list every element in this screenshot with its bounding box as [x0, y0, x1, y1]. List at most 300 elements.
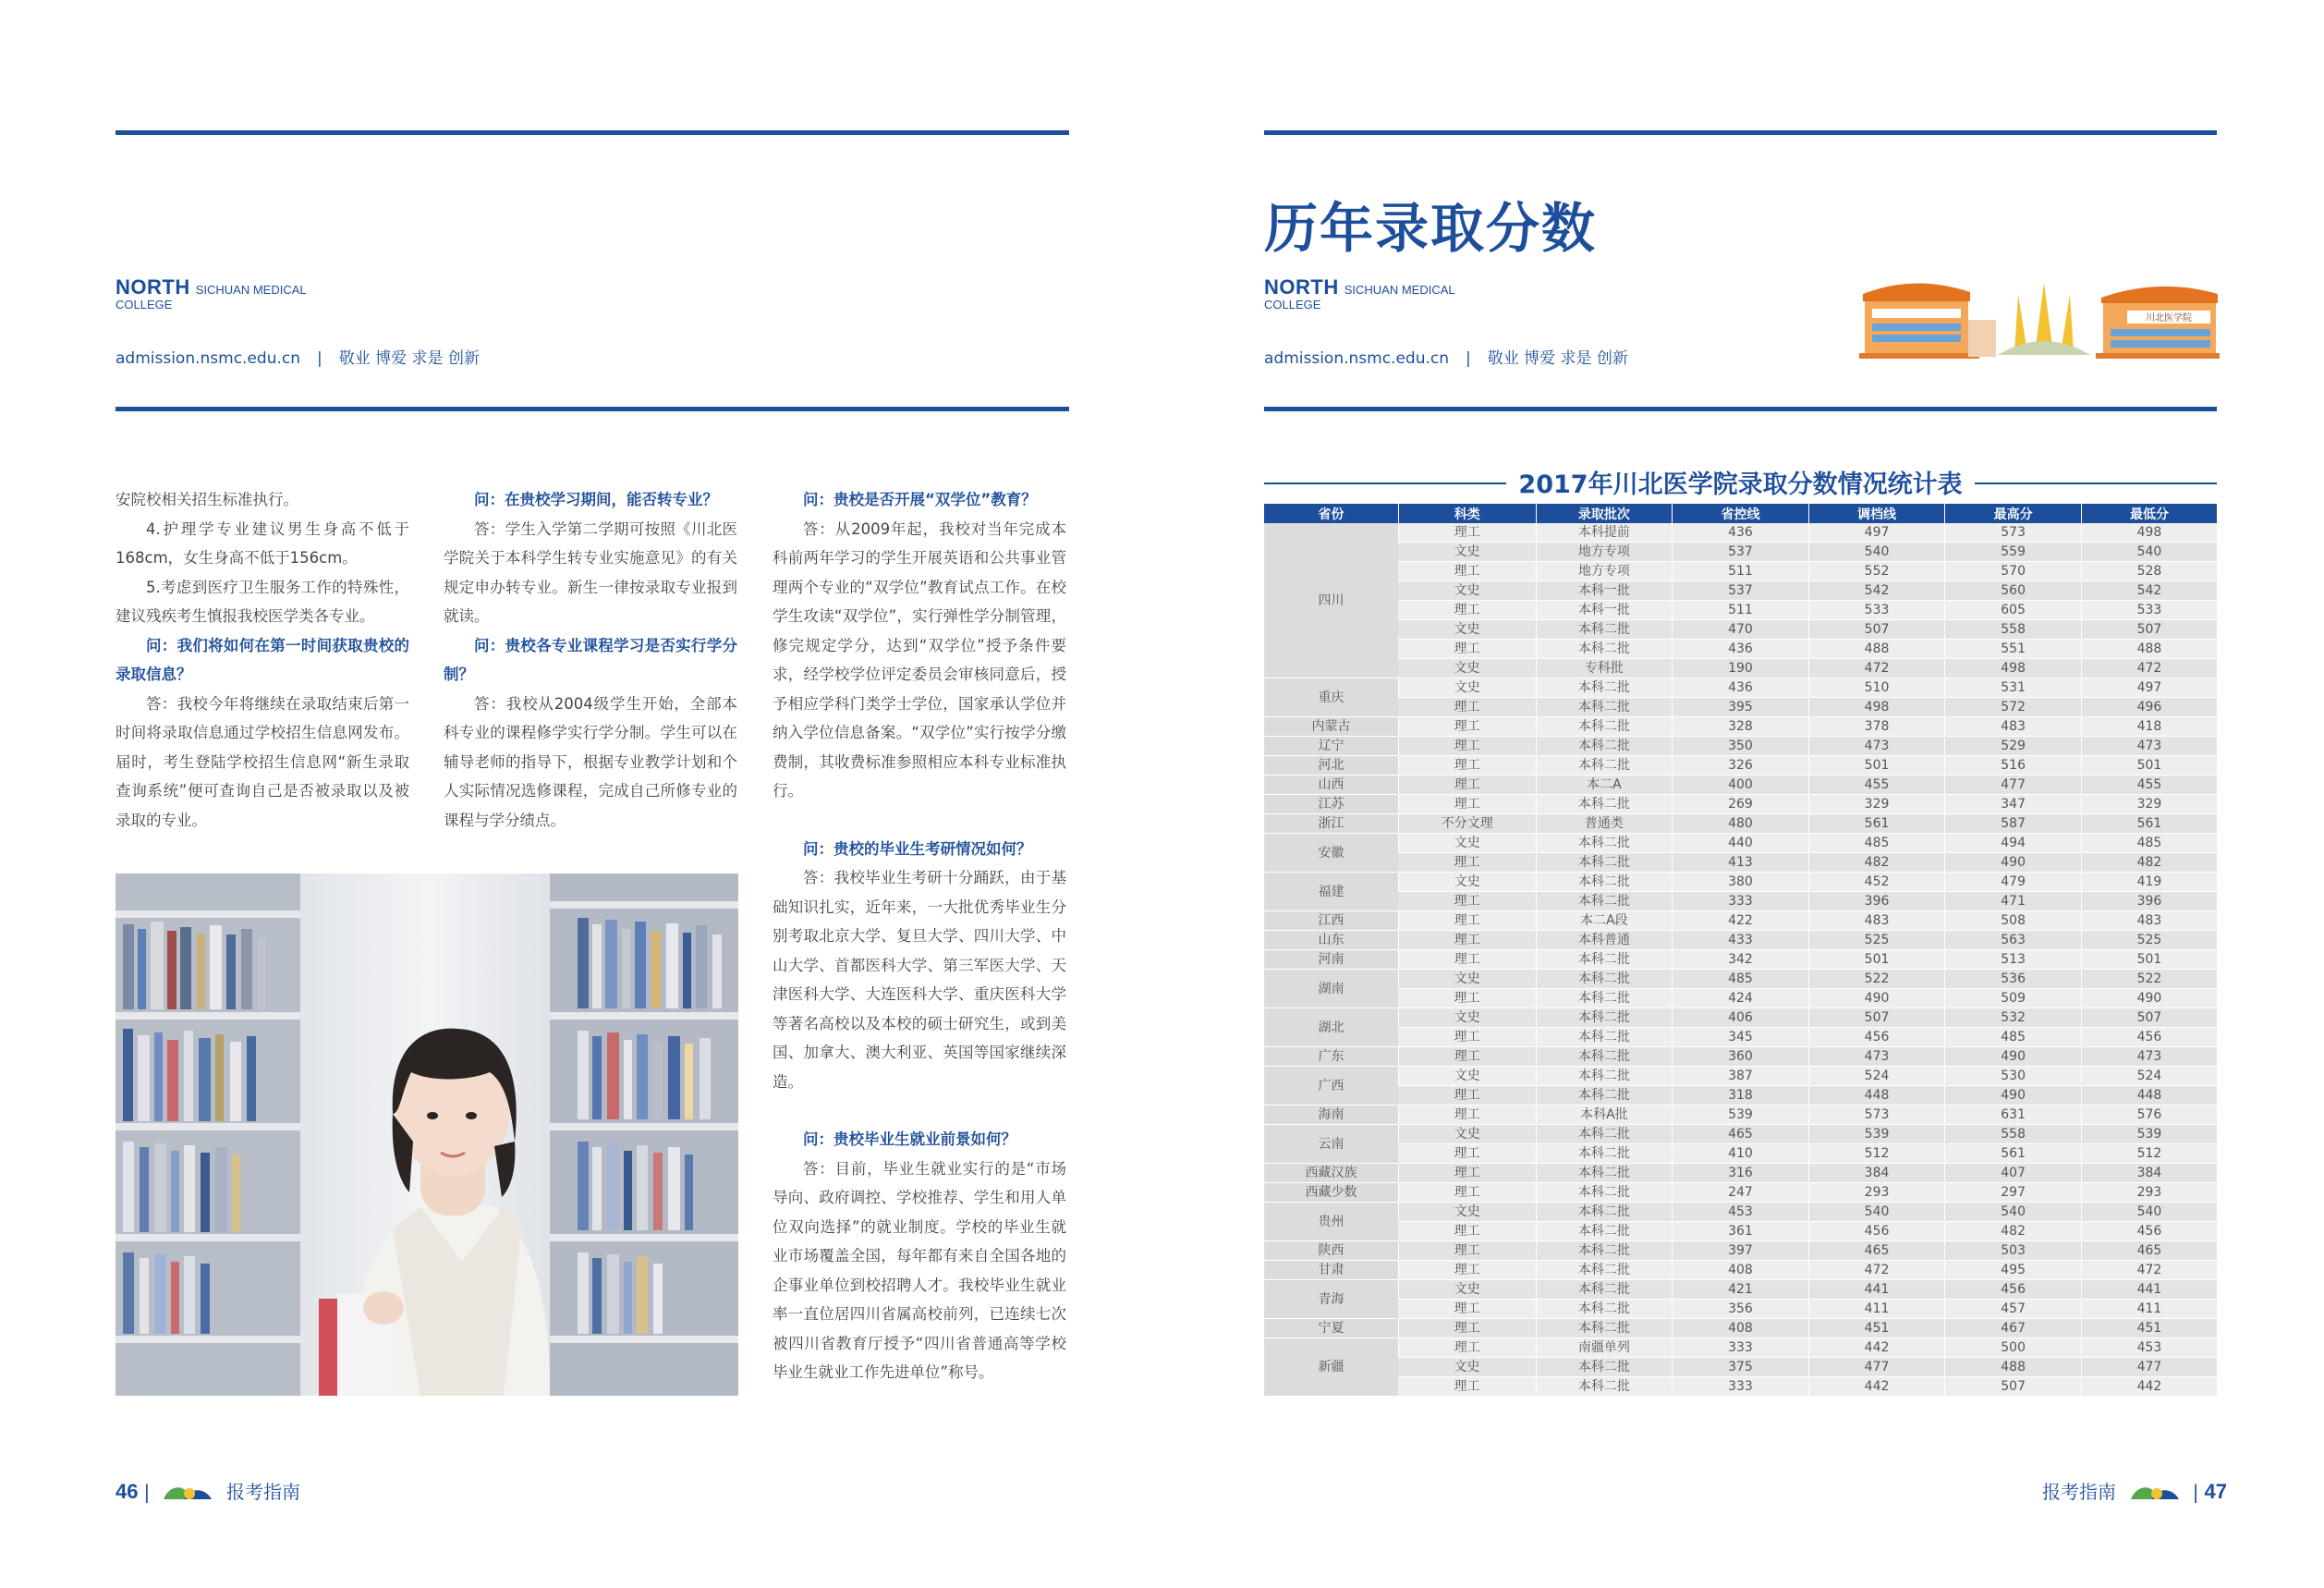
table-cell: 507: [1945, 1377, 2082, 1397]
province-cell: 湖南: [1264, 970, 1398, 1008]
table-cell: 559: [1945, 543, 2082, 562]
table-cell: 395: [1673, 698, 1809, 717]
table-cell: 576: [2081, 1105, 2217, 1125]
table-cell: 本科二批: [1536, 970, 1673, 989]
right-footer: 报考指南 | 47: [2042, 1480, 2227, 1503]
province-cell: 甘肃: [1264, 1261, 1398, 1280]
table-cell: 理工: [1398, 1086, 1536, 1105]
logo-college: COLLEGE: [116, 298, 173, 311]
table-header-row: [1264, 504, 2217, 523]
table-row: [1264, 678, 2217, 698]
table-cell: 本科二批: [1536, 1028, 1673, 1047]
province-cell: 贵州: [1264, 1203, 1398, 1241]
table-cell: 普通类: [1536, 814, 1673, 834]
table-cell: 465: [2081, 1241, 2217, 1261]
table-cell: 539: [1673, 1105, 1809, 1125]
table-cell: 488: [2081, 640, 2217, 659]
page-number: 47: [2204, 1480, 2227, 1503]
table-cell: 316: [1673, 1164, 1809, 1183]
table-cell: 408: [1673, 1319, 1809, 1338]
table-cell: 507: [2081, 1008, 2217, 1028]
building-illustration-icon: [1859, 275, 2220, 360]
province-cell: 宁夏: [1264, 1319, 1398, 1338]
province-cell: 河南: [1264, 950, 1398, 970]
table-row: [1264, 737, 2217, 756]
table-cell: 理工: [1398, 795, 1536, 814]
table-cell: 441: [1808, 1280, 1945, 1300]
table-cell: 479: [1945, 873, 2082, 892]
table-cell: 558: [1945, 620, 2082, 640]
table-row: [1264, 814, 2217, 834]
motto: 敬业 博爱 求是 创新: [338, 349, 480, 368]
table-cell: 本科二批: [1536, 1358, 1673, 1377]
table-cell: 472: [2081, 659, 2217, 678]
table-title: 2017年川北医学院录取分数情况统计表: [1518, 470, 1963, 499]
answer-paragraph: 安院校相关招生标准执行。: [116, 491, 298, 508]
answer-paragraph: 答：学生入学第二学期可按照《川北医学院关于本科学生转专业实施意见》的有关规定申办转专业。新生一律按录取专业报到就读。: [444, 519, 737, 625]
table-cell: 文史: [1398, 1358, 1536, 1377]
table-cell: 文史: [1398, 678, 1536, 698]
table-row: [1264, 1008, 2217, 1028]
table-cell: 333: [1673, 1338, 1809, 1358]
column-header: 最低分: [2081, 504, 2217, 523]
table-cell: 理工: [1398, 931, 1536, 950]
table-cell: 本科二批: [1536, 756, 1673, 776]
province-cell: 广西: [1264, 1067, 1398, 1105]
table-cell: 501: [1808, 950, 1945, 970]
table-cell: 文史: [1398, 1067, 1536, 1086]
table-row: [1264, 698, 2217, 717]
table-cell: 地方专项: [1536, 562, 1673, 581]
table-row: [1264, 562, 2217, 581]
site-url[interactable]: admission.nsmc.edu.cn: [116, 349, 300, 368]
table-cell: 356: [1673, 1300, 1809, 1319]
table-cell: 540: [1808, 543, 1945, 562]
table-cell: 539: [1808, 1125, 1945, 1144]
table-cell: 507: [1808, 620, 1945, 640]
province-cell: 山东: [1264, 931, 1398, 950]
table-cell: 理工: [1398, 1241, 1536, 1261]
left-bottom-rule: [116, 407, 1069, 411]
table-cell: 558: [1945, 1125, 2082, 1144]
table-cell: 387: [1673, 1067, 1809, 1086]
table-cell: 540: [2081, 543, 2217, 562]
footer-label: 报考指南: [225, 1481, 300, 1503]
table-cell: 理工: [1398, 989, 1536, 1008]
table-cell: 本科普通: [1536, 931, 1673, 950]
table-cell: 471: [1945, 892, 2082, 911]
library-photo-illustration: [116, 873, 738, 1396]
table-row: [1264, 1086, 2217, 1105]
table-cell: 483: [1945, 717, 2082, 737]
question-heading: 问：贵校毕业生就业前景如何？: [803, 1130, 1016, 1148]
table-cell: 理工: [1398, 1338, 1536, 1358]
library-student-photo: [116, 873, 738, 1396]
left-footer: 46 | 报考指南: [116, 1480, 300, 1503]
table-cell: 文史: [1398, 1203, 1536, 1222]
table-cell: 文史: [1398, 543, 1536, 562]
answer-paragraph: 5.考虑到医疗卫生服务工作的特殊性，建议残疾考生慎报我校医学类各专业。: [116, 578, 409, 625]
question-heading: 问：贵校的毕业生考研情况如何？: [803, 839, 1032, 858]
table-cell: 410: [1673, 1144, 1809, 1164]
right-bottom-rule: [1264, 407, 2217, 411]
table-cell: 473: [1808, 737, 1945, 756]
table-cell: 本科二批: [1536, 1144, 1673, 1164]
table-cell: 542: [1808, 581, 1945, 601]
table-cell: 269: [1673, 795, 1809, 814]
table-cell: 511: [1673, 601, 1809, 620]
table-cell: 本科二批: [1536, 717, 1673, 737]
table-cell: 513: [1945, 950, 2082, 970]
table-cell: 482: [2081, 853, 2217, 873]
table-cell: 384: [2081, 1164, 2217, 1183]
table-cell: 422: [1673, 911, 1809, 931]
table-cell: 433: [1673, 931, 1809, 950]
table-cell: 512: [1808, 1144, 1945, 1164]
table-cell: 理工: [1398, 892, 1536, 911]
table-cell: 561: [1945, 1144, 2082, 1164]
answer-paragraph: 答：从2009年起，我校对当年完成本科前两年学习的学生开展英语和公共事业管理两个专业的“双学位”教育试点工作。在校学生攻读“双学位”，实行弹性学分制管理，修完规定学分，达到“双学位”授予条件要求，经学校学位评定委员会审核同意后，授予相应学科门类学士学位，国家承认学位并纳入学位信息备案。“双学位”实行按学分缴费制，其收费标准参照相应本科专业标准执行。: [773, 519, 1066, 800]
table-row: [1264, 1105, 2217, 1125]
table-cell: 本科二批: [1536, 1241, 1673, 1261]
table-cell: 496: [2081, 698, 2217, 717]
table-cell: 507: [1808, 1008, 1945, 1028]
table-row: [1264, 853, 2217, 873]
table-cell: 483: [1808, 911, 1945, 931]
table-cell: 理工: [1398, 1222, 1536, 1241]
table-cell: 497: [2081, 678, 2217, 698]
table-cell: 436: [1673, 640, 1809, 659]
table-cell: 440: [1673, 834, 1809, 853]
province-cell: 新疆: [1264, 1338, 1398, 1397]
table-cell: 本二A段: [1536, 911, 1673, 931]
table-cell: 490: [1808, 989, 1945, 1008]
table-cell: 533: [1808, 601, 1945, 620]
table-row: [1264, 1377, 2217, 1397]
table-cell: 本科二批: [1536, 989, 1673, 1008]
table-cell: 本科二批: [1536, 698, 1673, 717]
table-cell: 本科二批: [1536, 620, 1673, 640]
province-cell: 江苏: [1264, 795, 1398, 814]
table-cell: 本科二批: [1536, 1319, 1673, 1338]
province-cell: 河北: [1264, 756, 1398, 776]
table-cell: 480: [1673, 814, 1809, 834]
table-row: [1264, 1067, 2217, 1086]
question-heading: 问：贵校各专业课程学习是否实行学分制？: [444, 636, 737, 683]
logo-north: NORTH: [116, 275, 190, 299]
leaf-logo-icon: [162, 1481, 213, 1501]
text-column-1: [116, 485, 409, 835]
table-cell: 540: [1808, 1203, 1945, 1222]
table-cell: 理工: [1398, 1261, 1536, 1280]
table-row: [1264, 1261, 2217, 1280]
table-cell: 503: [1945, 1241, 2082, 1261]
province-cell: 西藏汉族: [1264, 1164, 1398, 1183]
table-cell: 552: [1808, 562, 1945, 581]
table-cell: 329: [2081, 795, 2217, 814]
table-cell: 408: [1673, 1261, 1809, 1280]
question-heading: 问：贵校是否开展“双学位”教育？: [803, 491, 1037, 508]
table-cell: 516: [1945, 756, 2082, 776]
table-cell: 587: [1945, 814, 2082, 834]
table-cell: 472: [2081, 1261, 2217, 1280]
table-cell: 465: [1673, 1125, 1809, 1144]
table-cell: 495: [1945, 1261, 2082, 1280]
table-cell: 本科二批: [1536, 873, 1673, 892]
table-row: [1264, 1183, 2217, 1203]
table-cell: 293: [2081, 1183, 2217, 1203]
table-cell: 524: [2081, 1067, 2217, 1086]
table-cell: 406: [1673, 1008, 1809, 1028]
table-title-bar: [1264, 464, 2217, 501]
table-cell: 397: [1673, 1241, 1809, 1261]
table-cell: 530: [1945, 1067, 2082, 1086]
table-cell: 347: [1945, 795, 2082, 814]
table-cell: 542: [2081, 581, 2217, 601]
table-cell: 326: [1673, 756, 1809, 776]
column-header: 省份: [1264, 504, 1398, 523]
table-row: [1264, 523, 2217, 543]
table-row: [1264, 1280, 2217, 1300]
table-row: [1264, 640, 2217, 659]
table-cell: 490: [2081, 989, 2217, 1008]
table-cell: 293: [1808, 1183, 1945, 1203]
table-cell: 384: [1808, 1164, 1945, 1183]
table-cell: 文史: [1398, 970, 1536, 989]
table-cell: 573: [1808, 1105, 1945, 1125]
table-row: [1264, 620, 2217, 640]
table-cell: 190: [1673, 659, 1809, 678]
table-cell: 511: [1673, 562, 1809, 581]
table-cell: 436: [1673, 678, 1809, 698]
table-cell: 理工: [1398, 523, 1536, 543]
paragraph-gap: [773, 806, 1066, 835]
province-cell: 湖北: [1264, 1008, 1398, 1047]
table-cell: 490: [1945, 1047, 2082, 1067]
table-cell: 理工: [1398, 950, 1536, 970]
text-column-3: [773, 485, 1066, 1387]
table-cell: 540: [1945, 1203, 2082, 1222]
table-cell: 472: [1808, 1261, 1945, 1280]
table-cell: 539: [2081, 1125, 2217, 1144]
table-cell: 329: [1808, 795, 1945, 814]
table-row: [1264, 659, 2217, 678]
table-cell: 453: [1673, 1203, 1809, 1222]
table-cell: 400: [1673, 776, 1809, 795]
table-cell: 473: [2081, 1047, 2217, 1067]
province-cell: 安徽: [1264, 834, 1398, 873]
table-cell: 本科二批: [1536, 1047, 1673, 1067]
table-cell: 342: [1673, 950, 1809, 970]
page-title: 历年录取分数: [1264, 197, 1598, 260]
table-cell: 442: [2081, 1377, 2217, 1397]
table-cell: 465: [1808, 1241, 1945, 1261]
table-cell: 本科二批: [1536, 1164, 1673, 1183]
table-cell: 531: [1945, 678, 2082, 698]
table-cell: 理工: [1398, 640, 1536, 659]
title-line-right: [1975, 483, 2217, 484]
table-cell: 485: [1945, 1028, 2082, 1047]
table-cell: 360: [1673, 1047, 1809, 1067]
table-cell: 本科A批: [1536, 1105, 1673, 1125]
table-cell: 南疆单列: [1536, 1338, 1673, 1358]
table-row: [1264, 1047, 2217, 1067]
table-row: [1264, 756, 2217, 776]
table-cell: 563: [1945, 931, 2082, 950]
table-cell: 500: [1945, 1338, 2082, 1358]
table-cell: 490: [1945, 1086, 2082, 1105]
paragraph-gap: [773, 1096, 1066, 1125]
table-cell: 442: [1808, 1377, 1945, 1397]
table-row: [1264, 1300, 2217, 1319]
table-cell: 本科二批: [1536, 1008, 1673, 1028]
table-cell: 本科二批: [1536, 853, 1673, 873]
answer-paragraph: 4.护理学专业建议男生身高不低于168cm，女生身高不低于156cm。: [116, 519, 409, 567]
table-cell: 247: [1673, 1183, 1809, 1203]
admission-score-table: [1264, 504, 2217, 1397]
province-cell: 山西: [1264, 776, 1398, 795]
table-cell: 456: [1808, 1222, 1945, 1241]
table-cell: 地方专项: [1536, 543, 1673, 562]
table-cell: 297: [1945, 1183, 2082, 1203]
table-cell: 560: [1945, 581, 2082, 601]
table-cell: 本科二批: [1536, 1203, 1673, 1222]
table-cell: 专科批: [1536, 659, 1673, 678]
table-cell: 378: [1808, 717, 1945, 737]
table-cell: 448: [1808, 1086, 1945, 1105]
table-cell: 540: [2081, 1203, 2217, 1222]
table-row: [1264, 1203, 2217, 1222]
table-cell: 318: [1673, 1086, 1809, 1105]
table-cell: 631: [1945, 1105, 2082, 1125]
table-cell: 361: [1673, 1222, 1809, 1241]
table-cell: 533: [2081, 601, 2217, 620]
table-cell: 380: [1673, 873, 1809, 892]
table-cell: 512: [2081, 1144, 2217, 1164]
table-cell: 501: [2081, 950, 2217, 970]
table-cell: 333: [1673, 892, 1809, 911]
table-cell: 472: [1808, 659, 1945, 678]
column-header: 调档线: [1808, 504, 1945, 523]
table-cell: 407: [1945, 1164, 2082, 1183]
table-cell: 498: [1945, 659, 2082, 678]
table-cell: 本科二批: [1536, 1222, 1673, 1241]
right-college-logo: [1264, 275, 1455, 311]
table-row: [1264, 1164, 2217, 1183]
table-cell: 理工: [1398, 698, 1536, 717]
province-cell: 云南: [1264, 1125, 1398, 1164]
table-cell: 文史: [1398, 1008, 1536, 1028]
table-cell: 理工: [1398, 601, 1536, 620]
table-cell: 490: [1945, 853, 2082, 873]
table-cell: 本科二批: [1536, 737, 1673, 756]
province-cell: 江西: [1264, 911, 1398, 931]
answer-paragraph: 答：我校今年将继续在录取结束后第一时间将录取信息通过学校招生信息网发布。届时，考生登陆学校招生信息网“新生录取查询系统”便可查询自己是否被录取以及被录取的专业。: [116, 694, 409, 829]
table-cell: 理工: [1398, 1047, 1536, 1067]
table-cell: 文史: [1398, 620, 1536, 640]
table-cell: 510: [1808, 678, 1945, 698]
site-url[interactable]: admission.nsmc.edu.cn: [1264, 349, 1449, 368]
table-cell: 572: [1945, 698, 2082, 717]
table-row: [1264, 1338, 2217, 1358]
table-cell: 理工: [1398, 1164, 1536, 1183]
right-top-rule: [1264, 130, 2217, 135]
table-row: [1264, 950, 2217, 970]
motto: 敬业 博爱 求是 创新: [1487, 349, 1628, 368]
logo-sichuan-medical: SICHUAN MEDICAL: [195, 283, 307, 297]
table-cell: 理工: [1398, 737, 1536, 756]
table-cell: 396: [1808, 892, 1945, 911]
table-cell: 418: [2081, 717, 2217, 737]
table-cell: 436: [1673, 523, 1809, 543]
table-cell: 561: [2081, 814, 2217, 834]
question-heading: 问：我们将如何在第一时间获取贵校的录取信息？: [116, 636, 409, 683]
table-cell: 457: [1945, 1300, 2082, 1319]
table-cell: 456: [2081, 1222, 2217, 1241]
table-cell: 494: [1945, 834, 2082, 853]
province-cell: 广东: [1264, 1047, 1398, 1067]
table-cell: 419: [2081, 873, 2217, 892]
table-cell: 508: [1945, 911, 2082, 931]
left-site-line: admission.nsmc.edu.cn | 敬业 博爱 求是 创新: [116, 349, 480, 368]
table-row: [1264, 1319, 2217, 1338]
table-cell: 411: [1808, 1300, 1945, 1319]
table-cell: 453: [2081, 1338, 2217, 1358]
table-cell: 本科二批: [1536, 892, 1673, 911]
left-top-rule: [116, 130, 1069, 135]
table-cell: 理工: [1398, 1319, 1536, 1338]
table-cell: 536: [1945, 970, 2082, 989]
table-cell: 525: [2081, 931, 2217, 950]
province-cell: 四川: [1264, 523, 1398, 678]
table-cell: 理工: [1398, 1105, 1536, 1125]
table-cell: 525: [1808, 931, 1945, 950]
table-cell: 本科二批: [1536, 795, 1673, 814]
province-cell: 福建: [1264, 873, 1398, 911]
table-cell: 本科二批: [1536, 834, 1673, 853]
table-cell: 350: [1673, 737, 1809, 756]
table-cell: 理工: [1398, 1183, 1536, 1203]
table-cell: 396: [2081, 892, 2217, 911]
province-cell: 陕西: [1264, 1241, 1398, 1261]
right-site-line: admission.nsmc.edu.cn | 敬业 博爱 求是 创新: [1264, 349, 1628, 368]
table-row: [1264, 581, 2217, 601]
province-cell: 重庆: [1264, 678, 1398, 717]
table-row: [1264, 970, 2217, 989]
logo-college: COLLEGE: [1264, 298, 1321, 311]
province-cell: 青海: [1264, 1280, 1398, 1319]
column-header: 科类: [1398, 504, 1536, 523]
table-cell: 文史: [1398, 659, 1536, 678]
table-cell: 477: [1808, 1358, 1945, 1377]
province-cell: 浙江: [1264, 814, 1398, 834]
table-cell: 本科二批: [1536, 678, 1673, 698]
table-cell: 文史: [1398, 873, 1536, 892]
table-cell: 470: [1673, 620, 1809, 640]
table-cell: 375: [1673, 1358, 1809, 1377]
table-cell: 333: [1673, 1377, 1809, 1397]
table-cell: 441: [2081, 1280, 2217, 1300]
table-cell: 448: [2081, 1086, 2217, 1105]
table-cell: 477: [2081, 1358, 2217, 1377]
table-cell: 507: [2081, 620, 2217, 640]
table-cell: 理工: [1398, 853, 1536, 873]
answer-paragraph: 答：我校从2004级学生开始，全部本科专业的课程修学实行学分制。学生可以在辅导老师的指导下，根据专业教学计划和个人实际情况选修课程，完成自己所修专业的课程与学分绩点。: [444, 694, 737, 829]
table-cell: 本科二批: [1536, 1300, 1673, 1319]
province-cell: 海南: [1264, 1105, 1398, 1125]
table-cell: 477: [1945, 776, 2082, 795]
table-row: [1264, 543, 2217, 562]
